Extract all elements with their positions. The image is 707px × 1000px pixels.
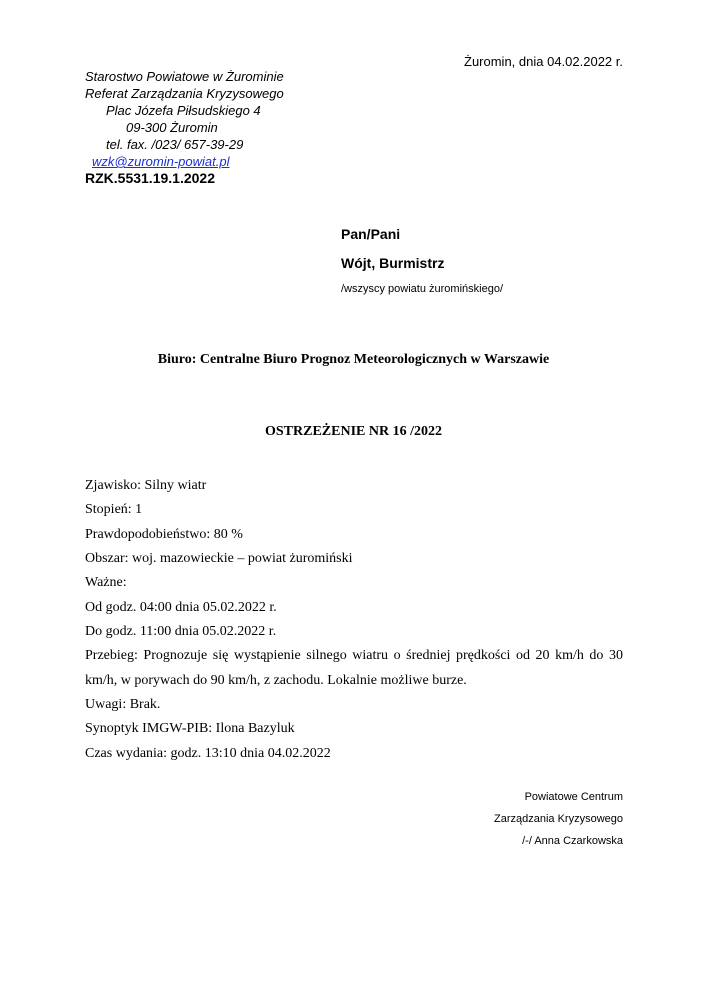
recipient-scope: /wszyscy powiatu żuromińskiego/ — [341, 283, 504, 295]
course-line-2: km/h, w porywach do 90 km/h, z zachodu. Lokalnie możliwe burze. — [85, 673, 467, 688]
signature-line-2: Zarządzania Kryzysowego — [493, 813, 623, 825]
signature-line-1: Powiatowe Centrum — [524, 791, 623, 803]
recipient-title: Wójt, Burmistrz — [341, 255, 445, 271]
sender-street: Plac Józefa Piłsudskiego 4 — [106, 103, 261, 118]
recipient-salutation: Pan/Pani — [341, 226, 401, 242]
sender-department: Referat Zarządzania Kryzysowego — [85, 86, 284, 101]
probability-line: Prawdopodobieństwo: 80 % — [85, 527, 243, 542]
course-line-1: Przebieg: Prognozuje się wystąpienie silnego wiatru o średniej prędkości od 20 km/h do 30 — [85, 648, 623, 663]
valid-label: Ważne: — [85, 575, 127, 590]
document-date: Żuromin, dnia 04.02.2022 r. — [464, 54, 623, 69]
forecaster-line: Synoptyk IMGW-PIB: Ilona Bazyluk — [85, 721, 295, 736]
remarks-line: Uwagi: Brak. — [85, 697, 161, 712]
degree-line: Stopień: 1 — [85, 502, 143, 517]
reference-number: RZK.5531.19.1.2022 — [85, 170, 215, 186]
issued-time-line: Czas wydania: godz. 13:10 dnia 04.02.2022 — [85, 746, 331, 761]
sender-city: 09-300 Żuromin — [126, 120, 218, 135]
issuing-office: Biuro: Centralne Biuro Prognoz Meteorologicznych w Warszawie — [157, 352, 550, 367]
phenomenon-line: Zjawisko: Silny wiatr — [85, 478, 207, 493]
signature-name: /-/ Anna Czarkowska — [522, 835, 623, 847]
area-line: Obszar: woj. mazowieckie – powiat żuromiński — [85, 551, 353, 566]
sender-email-link[interactable]: wzk@zuromin-powiat.pl — [92, 154, 230, 169]
valid-from-line: Od godz. 04:00 dnia 05.02.2022 r. — [85, 600, 277, 615]
sender-phone: tel. fax. /023/ 657-39-29 — [106, 137, 244, 152]
warning-title: OSTRZEŻENIE NR 16 /2022 — [265, 424, 442, 439]
valid-to-line: Do godz. 11:00 dnia 05.02.2022 r. — [85, 624, 277, 639]
sender-office: Starostwo Powiatowe w Żurominie — [85, 69, 284, 84]
